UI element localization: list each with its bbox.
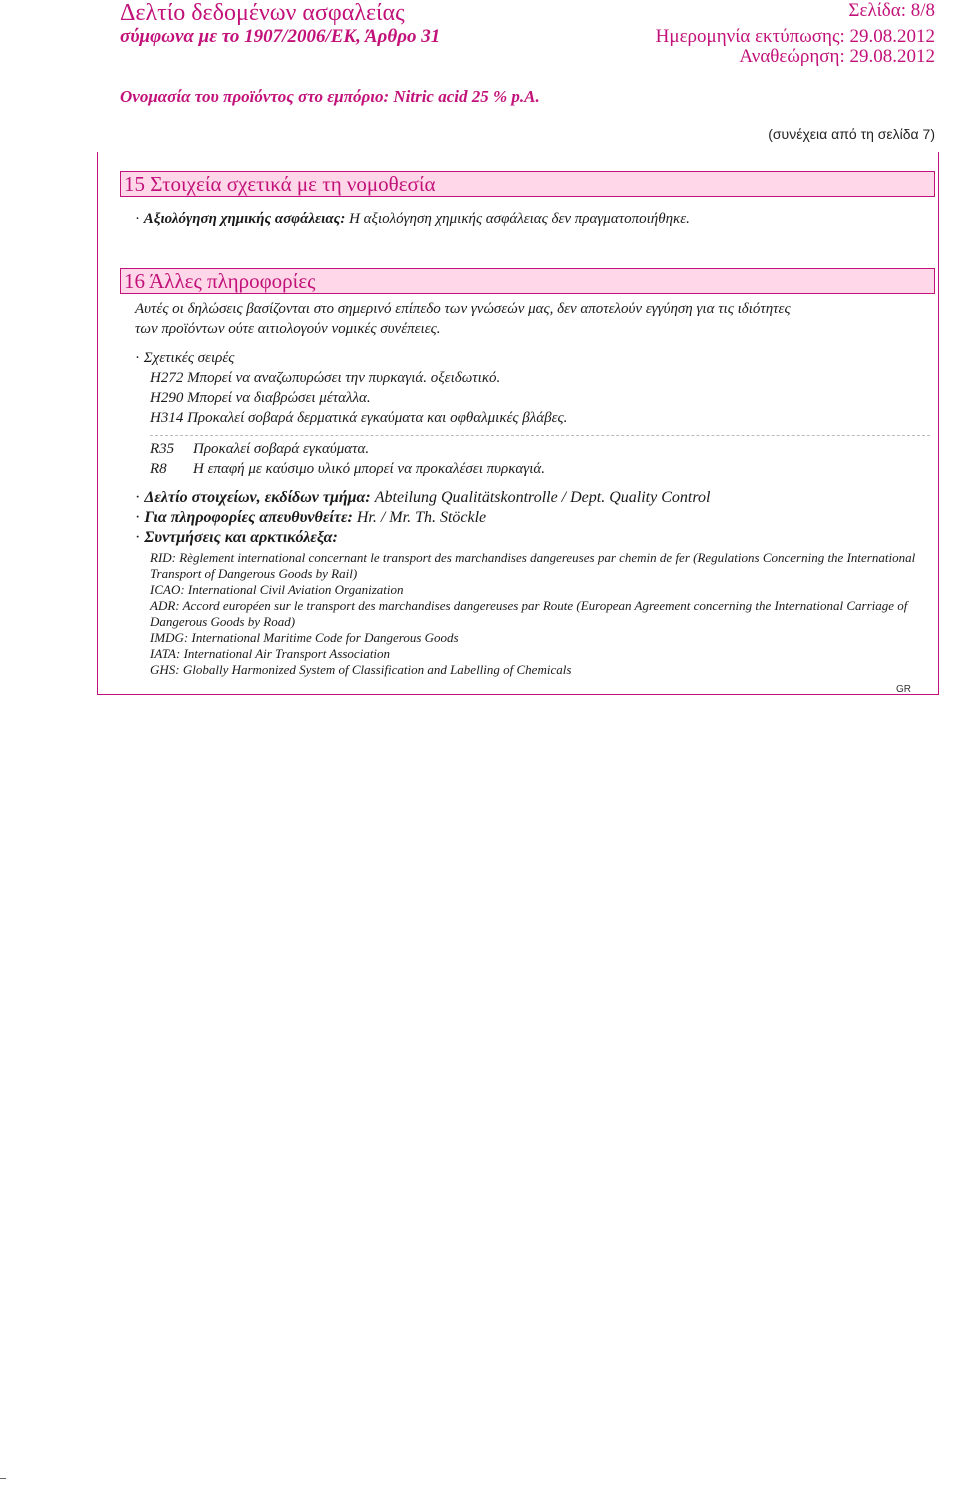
revision-date: Αναθεώρηση: 29.08.2012 — [739, 46, 935, 67]
document-subtitle: σύμφωνα με το 1907/2006/ΕΚ, Άρθρο 31 — [120, 26, 441, 47]
related-phrases-label: Σχετικές σειρές — [143, 350, 235, 366]
dotted-divider — [150, 435, 930, 436]
abbreviations-list — [150, 550, 938, 678]
abbreviation-ghs: GHS: Globally Harmonized System of Classification and Labelling of Chemicals — [150, 662, 572, 677]
bullet-dot: · — [135, 489, 145, 506]
print-date: Ημερομηνία εκτύπωσης: 29.08.2012 — [655, 26, 935, 47]
risk-phrase-text-r35: Προκαλεί σοβαρά εγκαύματα. — [193, 441, 370, 457]
contact-label: Για πληροφορίες απευθυνθείτε: — [144, 509, 353, 526]
hazard-statement-h272: H272 Μπορεί να αναζωπυρώσει την πυρκαγιά. οξειδωτικό. — [150, 370, 501, 386]
section-15-title: 15 Στοιχεία σχετικά με τη νομοθεσία — [124, 172, 436, 196]
bullet-dot: · — [135, 509, 145, 526]
related-phrases-heading — [135, 350, 234, 367]
page-number: Σελίδα: 8/8 — [848, 0, 935, 21]
hazard-statement-h290: H290 Μπορεί να διαβρώσει μέταλλα. — [150, 390, 371, 406]
risk-phrase-code-r35: R35 — [150, 441, 175, 457]
assessment-label: Αξιολόγηση χημικής ασφάλειας: — [143, 211, 346, 227]
abbreviations-label: Συντμήσεις και αρκτικόλεξα: — [144, 529, 338, 546]
abbreviation-iata: IATA: International Air Transport Association — [150, 646, 391, 661]
risk-phrase-text-r8: Η επαφή με καύσιμο υλικό μπορεί να προκαλέσει πυρκαγιά. — [193, 461, 546, 477]
assessment-value: Η αξιολόγηση χημικής ασφάλειας δεν πραγματοποιήθηκε. — [349, 211, 690, 227]
abbreviation-adr: ADR: Accord européen sur le transport des marchandises dangereuses par Route (European Agreement concerning the International Carriage of Dangerous Goods by Road) — [150, 598, 908, 629]
abbreviations-heading — [135, 529, 338, 547]
intro-text-line-1: Αυτές οι δηλώσεις βασίζονται στο σημερινό επίπεδο των γνώσεών μας, δεν αποτελούν εγγύηση για τις ιδιότητες — [135, 301, 791, 317]
page-edge-marker — [0, 1478, 6, 1479]
continued-note: (συνέχεια από τη σελίδα 7) — [768, 126, 935, 142]
section-15-header — [120, 171, 935, 197]
language-code: GR — [896, 684, 911, 695]
issuer-value: Abteilung Qualitätskontrolle / Dept. Quality Control — [374, 489, 711, 506]
section-16-title: 16 Άλλες πληροφορίες — [124, 269, 316, 293]
bullet-dot: · — [135, 350, 144, 366]
document-title: Δελτίο δεδομένων ασφαλείας — [120, 0, 405, 26]
bullet-dot: · — [135, 529, 145, 546]
contact-value: Hr. / Mr. Th. Stöckle — [356, 509, 487, 526]
contact-info — [135, 509, 486, 527]
section-16-header — [120, 268, 935, 294]
intro-text-line-2: των προϊόντων ούτε αιτιολογούν νομικές συνέπειες. — [135, 321, 441, 337]
issuer-label: Δελτίο στοιχείων, εκδίδων τμήμα: — [144, 489, 371, 506]
abbreviation-imdg: IMDG: International Maritime Code for Dangerous Goods — [150, 630, 459, 645]
bullet-dot: · — [135, 211, 144, 227]
hazard-statement-h314: H314 Προκαλεί σοβαρά δερματικά εγκαύματα και οφθαλμικές βλάβες. — [150, 410, 568, 426]
risk-phrase-code-r8: R8 — [150, 461, 167, 477]
abbreviation-icao: ICAO: International Civil Aviation Organization — [150, 582, 404, 597]
abbreviation-rid: RID: Règlement international concernant le transport des marchandises dangereuses par chemin de fer (Regulations Concerning the International Transport of Dangerous Goods by Rail) — [150, 550, 916, 581]
chemical-safety-assessment — [135, 211, 690, 228]
issuing-department — [135, 489, 710, 507]
product-trade-name: Ονομασία του προϊόντος στο εμπόριο: Nitric acid 25 % p.A. — [120, 87, 540, 106]
